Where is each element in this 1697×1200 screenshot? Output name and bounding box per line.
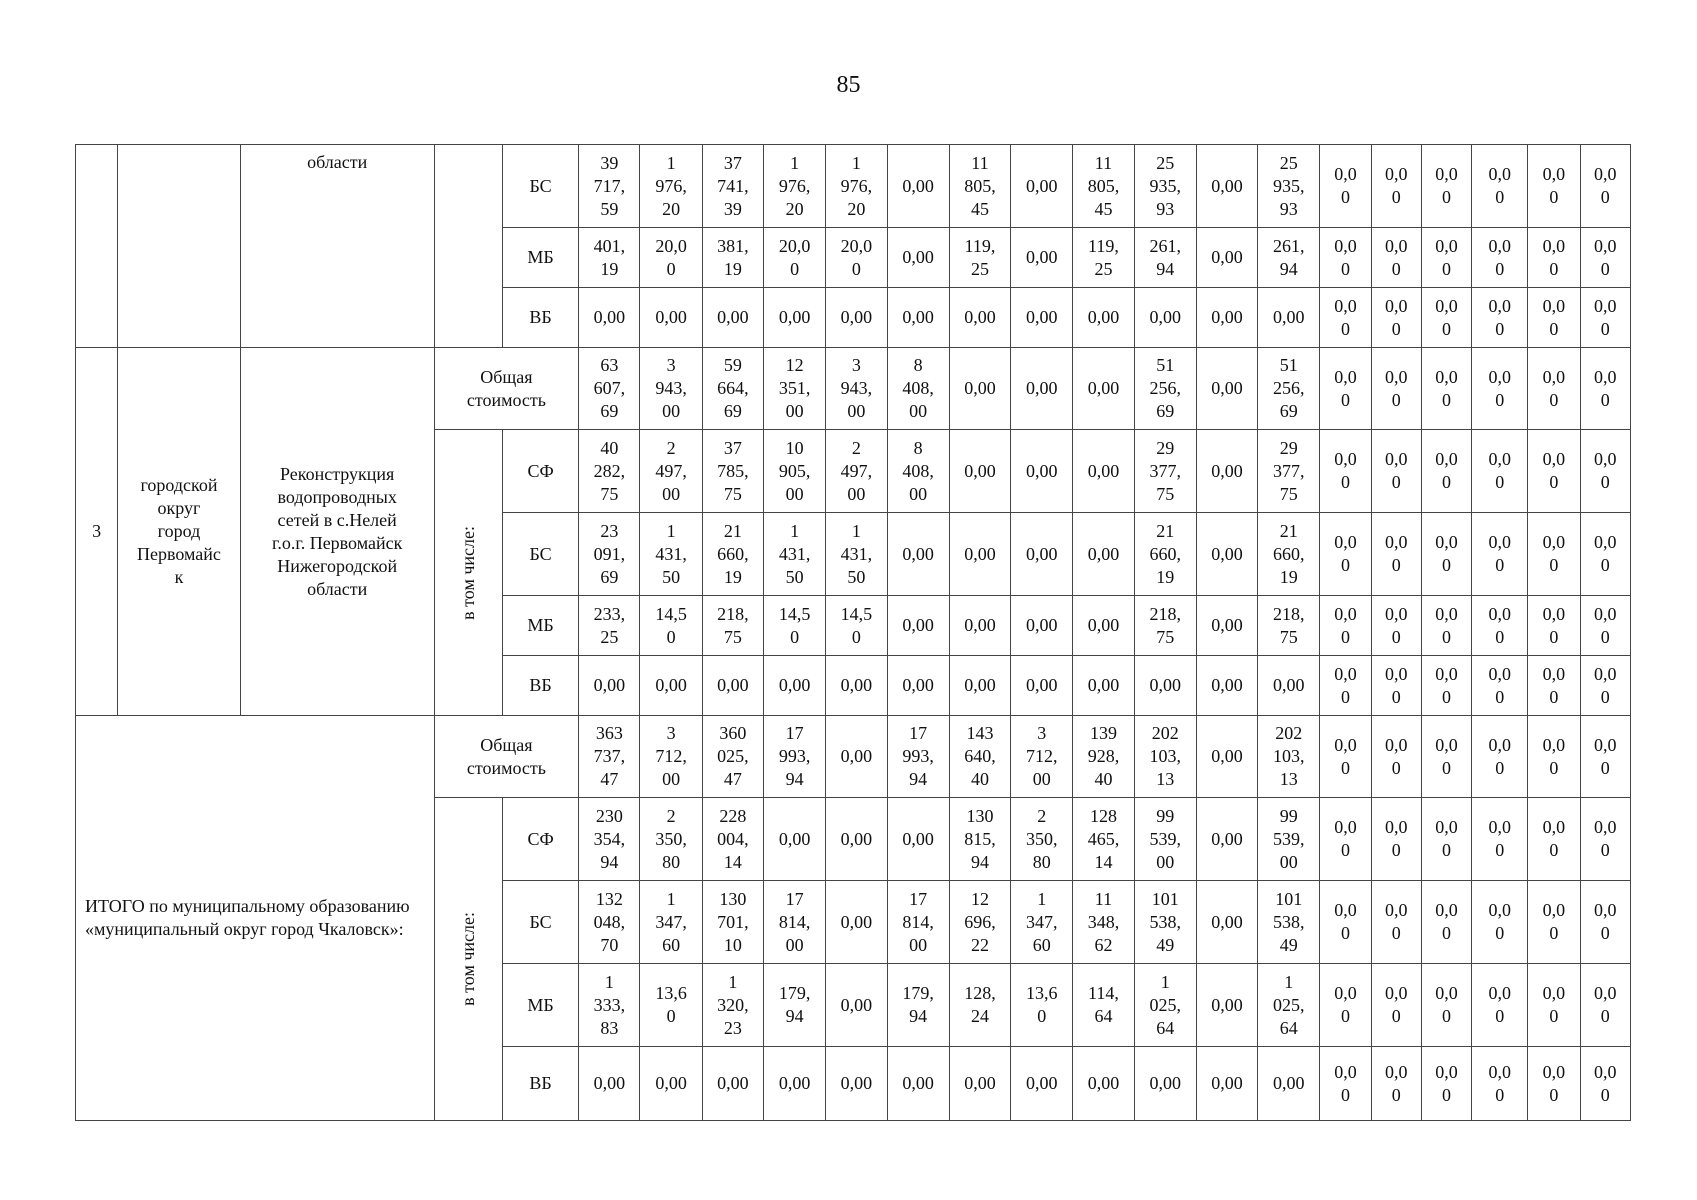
value-cell: 1 976, 20 [826,145,887,228]
value-cell: 0,0 0 [1371,798,1421,881]
value-cell: 13,6 0 [640,964,702,1047]
value-cell: 0,00 [949,1047,1010,1121]
value-cell: 179, 94 [764,964,826,1047]
value-cell: 0,00 [1196,1047,1257,1121]
value-cell: 132 048, 70 [579,881,640,964]
value-cell: 0,00 [826,288,887,348]
value-cell: 0,00 [1011,348,1073,430]
value-cell: 0,0 0 [1421,430,1471,513]
value-cell: 0,00 [1134,288,1196,348]
value-cell: 381, 19 [702,228,763,288]
value-cell: 0,0 0 [1371,964,1421,1047]
value-cell: 14,5 0 [826,596,887,656]
value-cell: 0,0 0 [1528,596,1580,656]
value-cell: 0,00 [949,596,1010,656]
value-cell: 0,00 [702,1047,763,1121]
value-cell: 0,0 0 [1371,288,1421,348]
value-cell: 0,0 0 [1371,1047,1421,1121]
value-cell: 0,00 [1011,145,1073,228]
value-cell: 2 350, 80 [640,798,702,881]
value-cell: 25 935, 93 [1258,145,1320,228]
value-cell: 179, 94 [887,964,949,1047]
value-cell: 0,0 0 [1580,716,1630,798]
value-cell: 0,00 [1073,596,1134,656]
value-cell: 0,0 0 [1580,348,1630,430]
value-cell: 0,0 0 [1320,596,1371,656]
value-cell: 0,00 [1011,596,1073,656]
value-cell: 21 660, 19 [702,513,763,596]
row-number: 3 [76,348,118,716]
value-cell: 17 814, 00 [887,881,949,964]
value-cell: 0,0 0 [1528,656,1580,716]
value-cell: 0,00 [1196,596,1257,656]
value-cell: 0,0 0 [1320,430,1371,513]
value-cell: 0,00 [1073,348,1134,430]
value-cell: 1 976, 20 [764,145,826,228]
source-label: ВБ [502,288,578,348]
value-cell: 0,00 [1196,798,1257,881]
value-cell: 0,0 0 [1320,513,1371,596]
value-cell: 12 351, 00 [764,348,826,430]
value-cell: 0,00 [579,656,640,716]
value-cell: 1 025, 64 [1134,964,1196,1047]
value-cell: 0,0 0 [1320,288,1371,348]
value-cell: 128, 24 [949,964,1010,1047]
value-cell: 0,0 0 [1472,513,1528,596]
value-cell: 202 103, 13 [1134,716,1196,798]
value-cell: 0,0 0 [1472,228,1528,288]
value-cell: 0,0 0 [1421,513,1471,596]
value-cell: 0,00 [764,1047,826,1121]
value-cell: 99 539, 00 [1134,798,1196,881]
value-cell: 101 538, 49 [1134,881,1196,964]
value-cell: 29 377, 75 [1258,430,1320,513]
value-cell: 233, 25 [579,596,640,656]
value-cell: 0,0 0 [1371,513,1421,596]
value-cell: 12 696, 22 [949,881,1010,964]
value-cell: 23 091, 69 [579,513,640,596]
value-cell: 0,0 0 [1371,881,1421,964]
value-cell: 0,0 0 [1320,145,1371,228]
value-cell: 14,5 0 [640,596,702,656]
section-3-total-row [76,348,1631,430]
value-cell: 1 333, 83 [579,964,640,1047]
value-cell: 0,0 0 [1320,348,1371,430]
object-name: Реконструкция водопроводных сетей в с.Нелей г.о.г. Первомайск Нижегородской области [240,348,434,716]
section-top-row-bs [76,145,1631,228]
value-cell: 0,00 [1073,656,1134,716]
value-cell: 0,0 0 [1528,145,1580,228]
value-cell: 40 282, 75 [579,430,640,513]
value-cell: 218, 75 [702,596,763,656]
value-cell: 51 256, 69 [1134,348,1196,430]
value-cell: 0,00 [887,513,949,596]
value-cell: 17 814, 00 [764,881,826,964]
value-cell: 261, 94 [1134,228,1196,288]
value-cell: 0,00 [826,798,887,881]
value-cell: 1 976, 20 [640,145,702,228]
value-cell: 0,0 0 [1320,798,1371,881]
value-cell: 20,0 0 [826,228,887,288]
value-cell: 11 348, 62 [1073,881,1134,964]
value-cell: 261, 94 [1258,228,1320,288]
value-cell: 0,00 [1258,288,1320,348]
value-cell: 1 431, 50 [826,513,887,596]
value-cell: 218, 75 [1134,596,1196,656]
value-cell: 0,0 0 [1472,716,1528,798]
value-cell: 0,00 [1134,656,1196,716]
value-cell: 0,0 0 [1472,348,1528,430]
financing-table [75,144,1631,1121]
value-cell: 0,00 [1196,348,1257,430]
value-cell: 363 737, 47 [579,716,640,798]
value-cell: 0,0 0 [1528,716,1580,798]
value-cell: 3 712, 00 [1011,716,1073,798]
value-cell: 0,0 0 [1421,881,1471,964]
value-cell: 0,0 0 [1320,656,1371,716]
value-cell: 13,6 0 [1011,964,1073,1047]
grand-total-label: ИТОГО по муниципальному образованию «муниципальный округ город Чкаловск»: [76,716,435,1121]
value-cell: 0,00 [826,656,887,716]
value-cell: 0,00 [1258,1047,1320,1121]
value-cell: 401, 19 [579,228,640,288]
value-cell: 0,0 0 [1371,716,1421,798]
total-cost-label: Общая стоимость [434,348,579,430]
value-cell: 0,00 [887,798,949,881]
page-number: 85 [836,72,861,98]
value-cell: 0,0 0 [1421,145,1471,228]
value-cell: 0,00 [949,656,1010,716]
value-cell: 0,0 0 [1472,430,1528,513]
value-cell: 0,00 [702,288,763,348]
value-cell: 0,00 [1196,430,1257,513]
value-cell: 2 497, 00 [826,430,887,513]
value-cell: 0,0 0 [1472,656,1528,716]
value-cell: 0,00 [579,1047,640,1121]
value-cell: 0,0 0 [1371,145,1421,228]
value-cell: 0,00 [1073,513,1134,596]
row-number-cell [76,145,118,348]
value-cell: 0,0 0 [1472,1047,1528,1121]
value-cell: 0,0 0 [1320,228,1371,288]
value-cell: 0,00 [1196,228,1257,288]
value-cell: 99 539, 00 [1258,798,1320,881]
value-cell: 0,00 [1196,145,1257,228]
value-cell: 202 103, 13 [1258,716,1320,798]
including-label: в том числе: [457,525,478,620]
value-cell: 0,0 0 [1472,288,1528,348]
value-cell: 0,0 0 [1371,596,1421,656]
value-cell: 0,0 0 [1528,964,1580,1047]
value-cell: 218, 75 [1258,596,1320,656]
value-cell: 0,00 [1073,430,1134,513]
value-cell: 21 660, 19 [1134,513,1196,596]
value-cell: 230 354, 94 [579,798,640,881]
value-cell: 1 431, 50 [640,513,702,596]
value-cell: 0,0 0 [1421,596,1471,656]
value-cell: 360 025, 47 [702,716,763,798]
value-cell: 0,0 0 [1528,430,1580,513]
value-cell: 25 935, 93 [1134,145,1196,228]
value-cell: 0,0 0 [1580,798,1630,881]
value-cell: 0,00 [1196,288,1257,348]
value-cell: 2 497, 00 [640,430,702,513]
value-cell: 0,0 0 [1421,1047,1471,1121]
value-cell: 14,5 0 [764,596,826,656]
value-cell: 0,00 [1073,288,1134,348]
including-label-cell [434,430,502,716]
value-cell: 228 004, 14 [702,798,763,881]
value-cell: 0,0 0 [1421,288,1471,348]
municipality-cell [118,145,241,348]
value-cell: 0,0 0 [1320,964,1371,1047]
value-cell: 0,0 0 [1421,348,1471,430]
value-cell: 0,0 0 [1528,1047,1580,1121]
source-label: МБ [502,228,578,288]
value-cell: 0,00 [1011,288,1073,348]
value-cell: 0,00 [1011,1047,1073,1121]
value-cell: 11 805, 45 [949,145,1010,228]
including-label: в том числе: [457,912,478,1006]
value-cell: 0,00 [949,348,1010,430]
source-label: ВБ [502,656,578,716]
value-cell: 0,0 0 [1320,716,1371,798]
value-cell: 0,00 [764,798,826,881]
value-cell: 0,00 [949,288,1010,348]
value-cell: 3 712, 00 [640,716,702,798]
grand-total-row [76,716,1631,798]
value-cell: 37 741, 39 [702,145,763,228]
value-cell: 0,00 [1196,656,1257,716]
value-cell: 1 431, 50 [764,513,826,596]
value-cell: 2 350, 80 [1011,798,1073,881]
value-cell: 8 408, 00 [887,348,949,430]
value-cell: 0,00 [579,288,640,348]
value-cell: 1 347, 60 [1011,881,1073,964]
value-cell: 114, 64 [1073,964,1134,1047]
value-cell: 0,0 0 [1371,348,1421,430]
value-cell: 0,0 0 [1528,881,1580,964]
value-cell: 0,00 [1011,228,1073,288]
source-label: БС [502,145,578,228]
value-cell: 119, 25 [1073,228,1134,288]
value-cell: 0,00 [1258,656,1320,716]
value-cell: 0,0 0 [1580,513,1630,596]
value-cell: 0,0 0 [1580,1047,1630,1121]
value-cell: 0,00 [887,656,949,716]
value-cell: 59 664, 69 [702,348,763,430]
value-cell: 0,00 [640,288,702,348]
value-cell: 0,00 [887,1047,949,1121]
value-cell: 0,00 [764,288,826,348]
value-cell: 0,0 0 [1472,964,1528,1047]
value-cell: 0,00 [949,430,1010,513]
value-cell: 0,00 [887,228,949,288]
value-cell: 139 928, 40 [1073,716,1134,798]
value-cell: 0,00 [826,881,887,964]
value-cell: 0,00 [1196,513,1257,596]
value-cell: 0,0 0 [1421,964,1471,1047]
value-cell: 11 805, 45 [1073,145,1134,228]
value-cell: 0,0 0 [1371,228,1421,288]
value-cell: 0,0 0 [1528,348,1580,430]
value-cell: 63 607, 69 [579,348,640,430]
source-label: ВБ [502,1047,578,1121]
value-cell: 0,0 0 [1528,228,1580,288]
value-cell: 0,00 [887,596,949,656]
source-label: СФ [502,430,578,513]
value-cell: 0,0 0 [1528,798,1580,881]
value-cell: 130 815, 94 [949,798,1010,881]
value-cell: 1 320, 23 [702,964,763,1047]
source-label: СФ [502,798,578,881]
value-cell: 0,00 [1134,1047,1196,1121]
value-cell: 0,0 0 [1580,228,1630,288]
value-cell: 101 538, 49 [1258,881,1320,964]
value-cell: 39 717, 59 [579,145,640,228]
value-cell: 0,0 0 [1472,145,1528,228]
source-label: МБ [502,596,578,656]
value-cell: 3 943, 00 [826,348,887,430]
source-label: БС [502,513,578,596]
value-cell: 20,0 0 [764,228,826,288]
value-cell: 0,0 0 [1421,228,1471,288]
value-cell: 1 347, 60 [640,881,702,964]
value-cell: 0,0 0 [1320,881,1371,964]
value-cell: 21 660, 19 [1258,513,1320,596]
source-label: МБ [502,964,578,1047]
value-cell: 0,00 [887,288,949,348]
source-label: БС [502,881,578,964]
value-cell: 0,00 [826,964,887,1047]
value-cell: 0,00 [949,513,1010,596]
including-label-cell [434,145,502,348]
value-cell: 143 640, 40 [949,716,1010,798]
value-cell: 0,00 [826,1047,887,1121]
value-cell: 0,00 [1011,513,1073,596]
value-cell: 0,0 0 [1371,656,1421,716]
value-cell: 128 465, 14 [1073,798,1134,881]
value-cell: 0,0 0 [1472,881,1528,964]
value-cell: 0,00 [640,1047,702,1121]
value-cell: 119, 25 [949,228,1010,288]
value-cell: 0,0 0 [1472,798,1528,881]
value-cell: 0,00 [764,656,826,716]
value-cell: 29 377, 75 [1134,430,1196,513]
value-cell: 3 943, 00 [640,348,702,430]
value-cell: 0,00 [1073,1047,1134,1121]
value-cell: 0,0 0 [1580,964,1630,1047]
total-cost-label: Общая стоимость [434,716,579,798]
value-cell: 0,0 0 [1580,145,1630,228]
value-cell: 0,0 0 [1421,656,1471,716]
value-cell: 0,0 0 [1320,1047,1371,1121]
value-cell: 0,0 0 [1528,513,1580,596]
value-cell: 0,00 [1011,430,1073,513]
value-cell: 0,00 [702,656,763,716]
value-cell: 10 905, 00 [764,430,826,513]
value-cell: 0,00 [1196,964,1257,1047]
municipality-name: городской округ город Первомайс к [118,348,241,716]
value-cell: 0,00 [640,656,702,716]
value-cell: 17 993, 94 [764,716,826,798]
value-cell: 0,0 0 [1371,430,1421,513]
value-cell: 0,0 0 [1580,596,1630,656]
value-cell: 51 256, 69 [1258,348,1320,430]
value-cell: 0,0 0 [1580,430,1630,513]
value-cell: 37 785, 75 [702,430,763,513]
value-cell: 0,00 [887,145,949,228]
value-cell: 0,00 [826,716,887,798]
including-label-cell [434,798,502,1121]
value-cell: 0,0 0 [1421,798,1471,881]
value-cell: 0,00 [1196,716,1257,798]
value-cell: 0,0 0 [1580,288,1630,348]
value-cell: 20,0 0 [640,228,702,288]
value-cell: 0,00 [1011,656,1073,716]
value-cell: 0,0 0 [1580,656,1630,716]
value-cell: 0,0 0 [1421,716,1471,798]
value-cell: 1 025, 64 [1258,964,1320,1047]
value-cell: 0,0 0 [1580,881,1630,964]
value-cell: 8 408, 00 [887,430,949,513]
object-name-tail: области [240,145,434,348]
value-cell: 0,0 0 [1472,596,1528,656]
value-cell: 0,0 0 [1528,288,1580,348]
value-cell: 0,00 [1196,881,1257,964]
value-cell: 17 993, 94 [887,716,949,798]
value-cell: 130 701, 10 [702,881,763,964]
